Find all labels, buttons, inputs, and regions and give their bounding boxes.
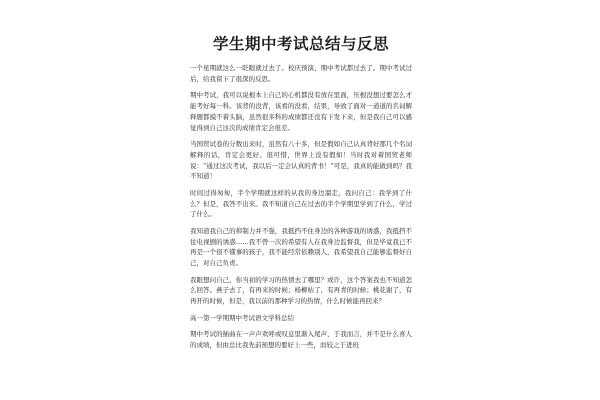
paragraph: 期中考试，我可以说根本上自己的心机都没有放在里面，压根没想过要怎么才能考好每一科。该背的没背，该看的没看，结果，导致了面对一道道的名词解释题都摸不着头脑，虽然很多科的成绩都还没有下发下来，但是我自己可以感觉得到自己这次的成绩肯定会很差。	[190, 91, 412, 132]
document-body	[190, 63, 412, 350]
paragraph: 时间过得匆匆，半个学期就这样的从我的身边溜走，我问自己：我学到了什么？但是，我答不出来。我不知道自己在过去的半个学期里学到了什么，学过了什么。	[190, 188, 412, 219]
paragraph: 期中考试的插曲在一声声欢呼或叹息里渐入尾声，于我而言，并不是什么喜人的成绩，但由总比我先前预想的要好上一些，而较之于进班	[190, 329, 412, 349]
paragraph: 一个星期就这么一眨眼就过去了。校庆预演、期中考试都过去了。期中考试过后，给我留下了很深的反思。	[190, 64, 412, 83]
paragraph: 当国贸试卷的分数出来时，虽然有八十多，但是假如自己认真背好那几个名词解释的话，肯定会更好。很可惜，世界上没有假如！当时我对着国贸老师说：“通过这次考试，我以后一定会认真的背书！”可是，我真的能做到吗？我不知道！	[190, 139, 412, 181]
document-page	[190, 0, 412, 400]
paragraph: 我眼想问自己，你当初的学习的热情去了哪里？或许，这个答案我也不知道怎么回答。燕子去了，有再来的时候；杨柳枯了，有再青的时候；桃花谢了，有再开的时候，但是，我以前的那种学习的热情，什么时候能再回来？	[190, 275, 412, 306]
section-heading: 高一第一学期期中考试语文学科总结	[190, 313, 294, 322]
paragraph: 我知道我自己的抑制力并不强，我抵挡不住身边的各种游戏的诱惑，我抵挡不住电视剧的诱惑……我不曾一次的希望有人在我身边监督我，但是毕竟我已不再是一个很不懂事的孩子，我不能经常依赖别人，我希望我自己能够监督好自己，对自己负责。	[190, 226, 412, 268]
document-title: 学生期中考试总结与反思	[212, 34, 389, 53]
